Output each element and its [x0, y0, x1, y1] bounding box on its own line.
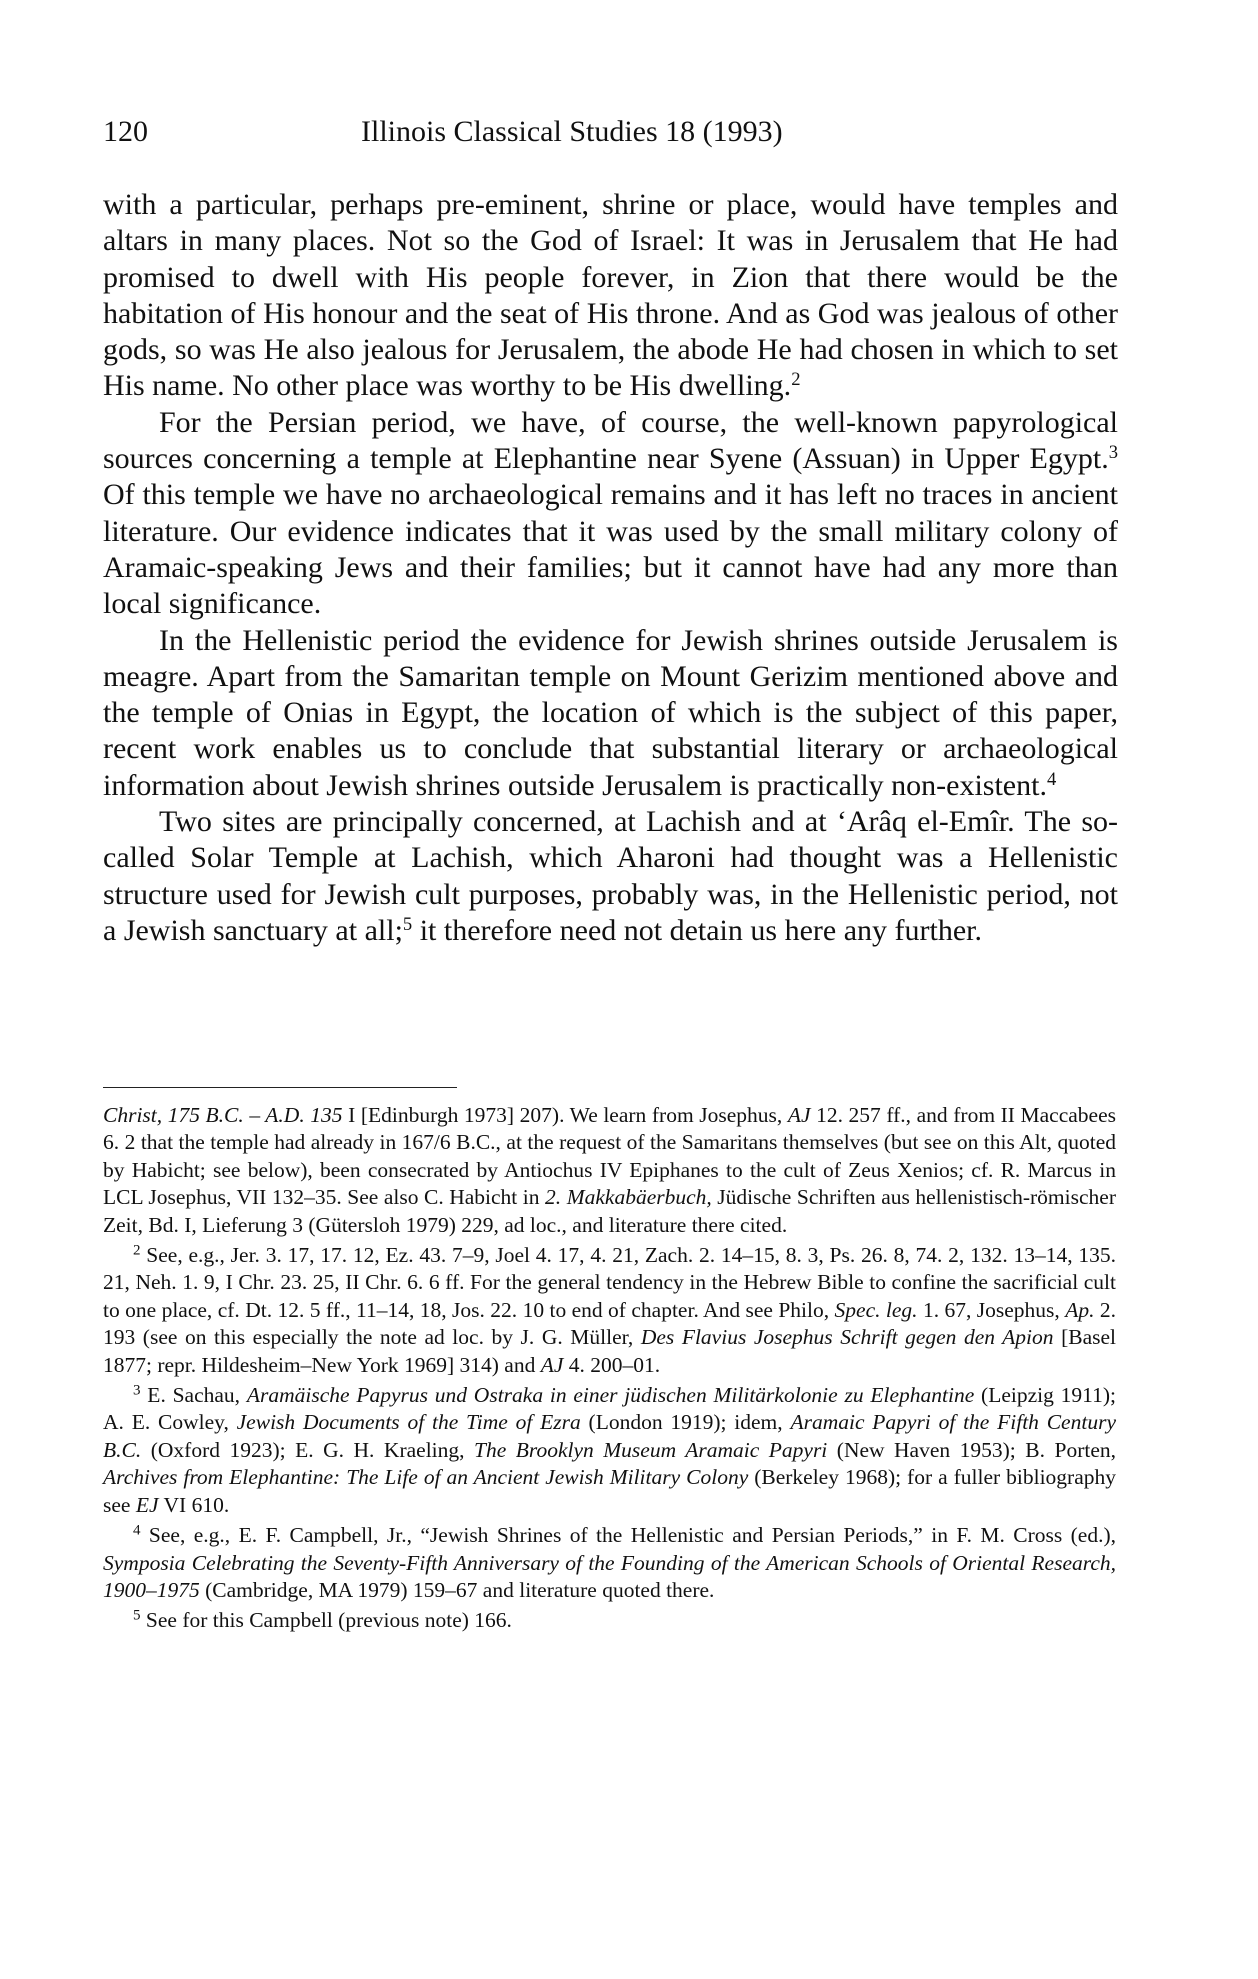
running-header [103, 112, 1113, 152]
footnote-4 [103, 1522, 1116, 1604]
footnote-separator [103, 1087, 457, 1088]
fn3-text-4: (Oxford 1923); E. G. H. Kraeling, [141, 1437, 475, 1462]
fn-cont-text-2: 12. 257 ff., and from II Maccabees 6. 2 that the temple had already in 167/6 B.C., at the request of the Samaritans themselves (but see on this Alt, quoted by Habicht; see below), been consecrated by Antiochus IV Epiphanes to the cult of Zeus Xenios; cf. R. Marcus in LCL Josephus, VII 132–35. See also C. Habicht in [103, 1103, 1117, 1210]
fn2-text-4: [Basel 1877; repr. Hildesheim–New York 1969] 314) and [103, 1325, 1116, 1377]
fn2-text-1: See, e.g., Jer. 3. 17, 17. 12, Ez. 43. 7–9, Joel 4. 17, 4. 21, Zach. 2. 14–15, 8. 3, Ps. 26. 8, 74. 2, 132. 13–14, 135. 21, Neh. 1. 9, I Chr. 23. 25, II Chr. 6. 6 ff. For the general tendency in the Hebrew Bible to confine the sacrificial cult to one place, cf. Dt. 12. 5 ff., 11–14, 18, Jos. 22. 10 to end of chapter. And see Philo, [103, 1243, 1116, 1322]
footnote-ref-5[interactable]: 5 [402, 913, 413, 935]
fn-cont-italic-2: AJ [787, 1103, 811, 1127]
footnote-3 [103, 1382, 1116, 1519]
fn-cont-italic-3: 2. Makkabäerbuch, [545, 1185, 712, 1210]
footnote-5-number: 5 [133, 1607, 141, 1624]
fn2-text-5: 4. 200–01. [563, 1352, 661, 1377]
fn3-italic-3: Aramaic Papyri of the Fifth Century B.C. [103, 1410, 1116, 1462]
fn3-text-6: (Berkeley 1968); for a fuller bibliography see [103, 1465, 1116, 1517]
fn2-italic-2: Ap. [1065, 1297, 1095, 1322]
fn3-italic-5: Archives from Elephantine: The Life of an Ancient Jewish Military Colony [103, 1465, 749, 1490]
fn-cont-text-3: Jüdische Schriften aus hellenistisch-römischer Zeit, Bd. I, Lieferung 3 (Gütersloh 1979) 229, ad loc., and literature there cited. [103, 1185, 1116, 1237]
fn3-italic-2: Jewish Documents of the Time of Ezra [236, 1410, 581, 1435]
footnotes [103, 1102, 1116, 1635]
fn3-text-7: VI 610. [158, 1492, 230, 1517]
footnote-ref-2[interactable]: 2 [791, 369, 801, 391]
footnote-3-number: 3 [133, 1382, 141, 1399]
page-number: 120 [103, 115, 148, 148]
paragraph-2-text-b: Of this temple we have no archaeological remains and it has left no traces in ancient literature. Our evidence indicates that it was used by the small military colony of Aramaic-speaking Jews and their families; but it cannot have had any more than local significance. [103, 478, 1118, 621]
fn3-italic-4: The Brooklyn Museum Aramaic Papyri [474, 1437, 828, 1462]
fn3-text-1: E. Sachau, [140, 1383, 247, 1408]
paragraph-3-text: In the Hellenistic period the evidence for Jewish shrines outside Jerusalem is meagre. Apart from the Samaritan temple on Mount Gerizim mentioned above and the temple of Onias in Egypt, the location of which is the subject of this paper, recent work enables us to conclude that substantial literary or archaeological information about Jewish shrines outside Jerusalem is practically non-existent. [103, 623, 1118, 802]
journal-title: Illinois Classical Studies 18 (1993) [361, 115, 783, 148]
fn2-italic-1: Spec. leg. [834, 1297, 918, 1322]
fn4-italic-1: Symposia Celebrating the Seventy-Fifth Anniversary of the Founding of the American Schools of Oriental Research, 1900–1975 [103, 1550, 1116, 1602]
footnote-2-number: 2 [133, 1242, 141, 1259]
footnote-4-number: 4 [133, 1522, 141, 1539]
footnote-5 [103, 1607, 1116, 1634]
footnote-ref-3[interactable]: 3 [1108, 441, 1118, 463]
fn5-text-1: See for this Campbell (previous note) 166. [140, 1608, 512, 1633]
fn-cont-text-1: I [Edinburgh 1973] 207). We learn from Josephus, [342, 1103, 788, 1127]
fn2-text-2: 1. 67, Josephus, [917, 1297, 1066, 1322]
footnote-2 [103, 1242, 1116, 1379]
fn3-italic-6: EJ [135, 1492, 159, 1517]
paragraph-2-text-a: For the Persian period, we have, of course, the well-known papyrological sources concerning a temple at Elephantine near Syene (Assuan) in Upper Egypt. [103, 405, 1118, 476]
footnote-continuation [103, 1102, 1116, 1239]
paragraph-2 [103, 405, 1118, 623]
fn2-text-3: 2. 193 (see on this especially the note ad loc. by J. G. Müller, [103, 1297, 1117, 1350]
fn-cont-italic-1: Christ, 175 B.C. – A.D. 135 [103, 1103, 343, 1127]
fn3-text-3: (London 1919); idem, [580, 1410, 791, 1435]
paragraph-4 [103, 804, 1118, 949]
fn2-italic-3: Des Flavius Josephus Schrift gegen den Apion [640, 1325, 1054, 1350]
paragraph-1 [103, 187, 1118, 405]
fn3-italic-1: Aramäische Papyrus und Ostraka in einer jüdischen Militärkolonie zu Elephantine [246, 1383, 975, 1408]
paragraph-1-text: with a particular, perhaps pre-eminent, shrine or place, would have temples and altars in many places. Not so the God of Israel: It was in Jerusalem that He had promised to dwell with His people forever, in Zion that there would be the habitation of His honour and the seat of His throne. And as God was jealous of other gods, so was He also jealous for Jerusalem, the abode He had chosen in which to set His name. No other place was worthy to be His dwelling. [103, 188, 1118, 403]
paragraph-4-text-b: it therefore need not detain us here any further. [412, 913, 982, 947]
paragraph-3 [103, 623, 1118, 804]
paragraph-4-text-a: Two sites are principally concerned, at Lachish and at ‘Arâq el-Emîr. The so-called Solar Temple at Lachish, which Aharoni had thought was a Hellenistic structure used for Jewish cult purposes, probably was, in the Hellenistic period, not a Jewish sanctuary at all; [103, 805, 1118, 947]
fn4-text-1: See, e.g., E. F. Campbell, Jr., “Jewish Shrines of the Hellenistic and Persian Periods,” in F. M. Cross (ed.), [140, 1523, 1116, 1548]
footnote-ref-4[interactable]: 4 [1046, 768, 1057, 790]
fn3-text-5: (New Haven 1953); B. Porten, [827, 1437, 1116, 1462]
fn3-text-2: (Leipzig 1911); A. E. Cowley, [103, 1383, 1116, 1435]
main-text [103, 187, 1118, 949]
fn4-text-2: (Cambridge, MA 1979) 159–67 and literature quoted there. [199, 1577, 715, 1602]
fn2-italic-4: AJ [540, 1352, 564, 1377]
